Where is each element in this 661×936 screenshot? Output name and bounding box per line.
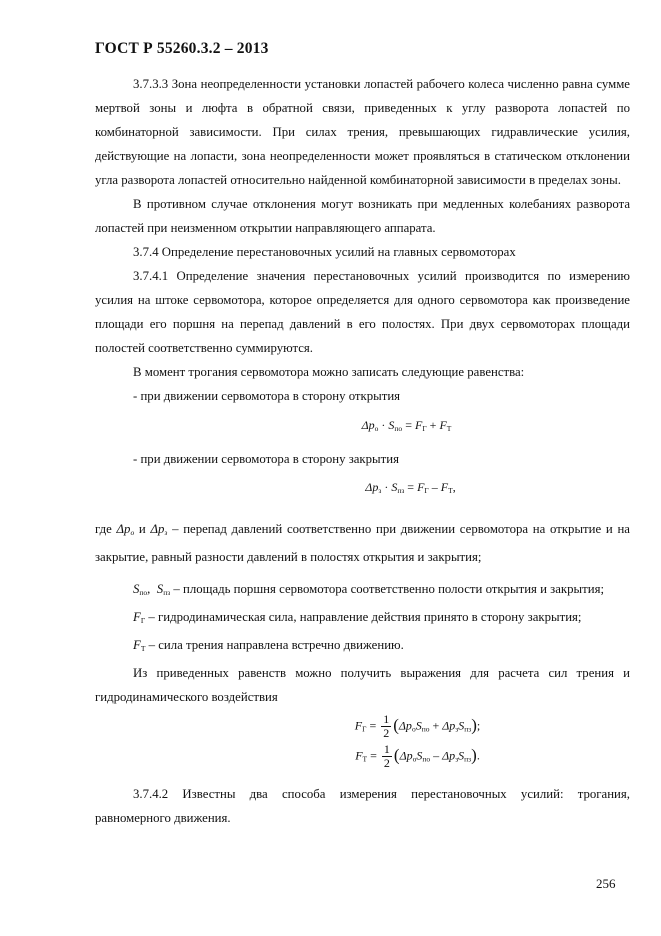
equation-opening: $\Delta p_о \cdot S_{по} = F_Г + F_Т$ bbox=[361, 418, 452, 433]
paragraph-ft: $F_Т$ – сила трения направлена встречно движению. bbox=[133, 638, 404, 653]
page-number: 256 bbox=[596, 876, 616, 891]
paragraph-areas: $S_{по}$, $S_{пз}$ – площадь поршня сервомотора соответственно полости открытия и закрытия; bbox=[133, 582, 605, 597]
paragraph-3-7-3-3: 3.7.3.3 Зона неопределенности установки лопастей рабочего колеса численно равна сумме мертвой зоны и люфта в обратной связи, приведенных к углу разворота лопастей по комбинаторной зависимости. При силах трения, превышающих гидравлические усилия, действующие на лопасти, зона неопределенности может проявляться в статическом отклонении угла разворота лопастей относительно найденной комбинаторной зависимости в пределах зоны. bbox=[95, 77, 630, 187]
paragraph-3-7-4-2: 3.7.4.2 Известны два способа измерения перестановочных усилий: трогания, равномерного движения. bbox=[95, 786, 630, 825]
document-header: ГОСТ Р 55260.3.2 – 2013 bbox=[95, 40, 269, 57]
document-body bbox=[95, 72, 630, 830]
paragraph-opening: - при движении сервомотора в сторону открытия bbox=[133, 389, 401, 403]
equation-ft: $F_Т$ = $\frac{1}{2}$ $(\Delta p_оS_{по} - \Delta p_зS_{пз})$. bbox=[355, 742, 480, 771]
paragraph-3-7-4-1: 3.7.4.1 Определение значения перестановочных усилий производится по измерению усилия на штоке сервомотора, которое определяется для одного сервомотора как произведение площади его поршня на перепад давлений в его полостях. При двух сервомоторах площади полостей соответственно суммируются. bbox=[95, 269, 630, 355]
equation-closing: $\Delta p_з \cdot S_{пз} = F_Г - F_Т$, bbox=[365, 480, 456, 495]
equation-fg: $F_Г$ = $\frac{1}{2}$ $(\Delta p_оS_{по} + \Delta p_зS_{пз})$; bbox=[354, 712, 481, 740]
paragraph-closing: - при движении сервомотора в сторону закрытия bbox=[133, 452, 399, 466]
paragraph-moment: В момент трогания сервомотора можно записать следующие равенства: bbox=[133, 365, 525, 379]
section-heading-3-7-4: 3.7.4 Определение перестановочных усилий на главных сервомоторах bbox=[133, 245, 516, 259]
paragraph-where-dp: где $\Delta p_о$ и $\Delta p_з$ – перепад давлений соответственно при движении сервомотора на открытие и на закрытие, равный разности давлений в полостях открытия и закрытия; bbox=[95, 522, 630, 564]
paragraph-fg: $F_Г$ – гидродинамическая сила, направление действия принято в сторону закрытия; bbox=[133, 610, 582, 625]
paragraph-derive: Из приведенных равенств можно получить выражения для расчета сил трения и гидродинамического воздействия bbox=[95, 666, 630, 704]
paragraph-otherwise: В противном случае отклонения могут возникать при медленных колебаниях разворота лопастей при неизменном открытии направляющего аппарата. bbox=[95, 197, 630, 235]
